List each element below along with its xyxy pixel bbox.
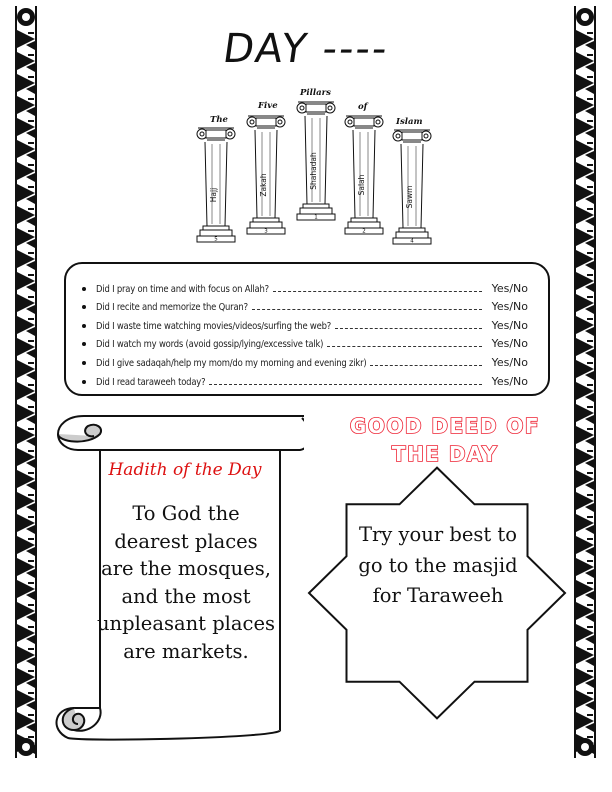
yes-no-answer[interactable]: Yes/No bbox=[491, 281, 528, 295]
yes-no-answer[interactable]: Yes/No bbox=[491, 318, 528, 332]
checklist-question: Did I recite and memorize the Quran? bbox=[96, 302, 248, 314]
pillar-name: Salah bbox=[357, 174, 366, 196]
pillar-name: Shahadah bbox=[309, 152, 318, 190]
daily-checklist bbox=[64, 262, 550, 396]
yes-no-answer[interactable]: Yes/No bbox=[491, 337, 528, 351]
five-pillars-illustration bbox=[186, 84, 434, 252]
dashed-leader bbox=[327, 346, 482, 347]
dashed-leader bbox=[335, 328, 482, 329]
good-deed-heading-line2: THE DAY bbox=[391, 442, 499, 466]
checklist-item bbox=[82, 276, 528, 295]
pillar-number: 5 bbox=[214, 236, 218, 243]
yes-no-answer[interactable]: Yes/No bbox=[491, 300, 528, 314]
checklist-item bbox=[82, 313, 528, 332]
checklist-item bbox=[82, 369, 528, 388]
dashed-leader bbox=[209, 384, 482, 385]
bullet-icon bbox=[82, 380, 86, 384]
checklist-question: Did I read taraweeh today? bbox=[96, 376, 206, 388]
bullet-icon bbox=[82, 287, 86, 291]
checklist-item bbox=[82, 332, 528, 351]
pillar-number: 4 bbox=[410, 238, 414, 245]
pillar-name: Hajj bbox=[209, 187, 218, 203]
checklist-question: Did I give sadaqah/help my mom/do my morning and evening zikr) bbox=[96, 357, 367, 369]
checklist-question: Did I waste time watching movies/videos/surfing the web? bbox=[96, 320, 332, 332]
page-title: DAY ---- bbox=[220, 26, 392, 72]
pillar-number: 2 bbox=[362, 228, 366, 235]
pillars-word-of: of bbox=[358, 102, 368, 112]
hadith-text: To God the dearest places are the mosques, and the most unpleasant places are markets. bbox=[96, 502, 276, 663]
bullet-icon bbox=[82, 342, 86, 346]
pillars-word-five: Five bbox=[258, 101, 278, 111]
bullet-icon bbox=[82, 361, 86, 365]
pillar-number: 3 bbox=[264, 228, 268, 235]
pillar-number: 1 bbox=[314, 214, 318, 221]
good-deed-heading-line1: GOOD DEED OF bbox=[349, 414, 541, 438]
bullet-icon bbox=[82, 305, 86, 309]
bullet-icon bbox=[82, 324, 86, 328]
checklist-item bbox=[82, 295, 528, 314]
pillars-word-islam: Islam bbox=[396, 117, 423, 127]
dashed-leader bbox=[273, 291, 482, 292]
left-border-decoration bbox=[14, 6, 38, 758]
yes-no-answer[interactable]: Yes/No bbox=[491, 355, 528, 369]
good-deed-heading bbox=[340, 412, 550, 468]
checklist-question: Did I watch my words (avoid gossip/lying/excessive talk) bbox=[96, 339, 324, 351]
pillar-name: Zakah bbox=[259, 173, 268, 197]
checklist-question: Did I pray on time and with focus on Allah? bbox=[96, 283, 269, 295]
good-deed-text: Try your best to go to the masjid for Taraweeh bbox=[358, 523, 518, 607]
pillar-column bbox=[197, 128, 235, 242]
right-border-decoration bbox=[573, 6, 597, 758]
hadith-heading: Hadith of the Day bbox=[108, 460, 262, 480]
checklist-item bbox=[82, 350, 528, 369]
dashed-leader bbox=[370, 365, 482, 366]
pillars-word-the: The bbox=[210, 115, 228, 125]
pillar-name: Sawm bbox=[405, 185, 414, 209]
yes-no-answer[interactable]: Yes/No bbox=[491, 374, 528, 388]
pillars-word-pillars: Pillars bbox=[300, 88, 331, 98]
dashed-leader bbox=[252, 309, 482, 310]
